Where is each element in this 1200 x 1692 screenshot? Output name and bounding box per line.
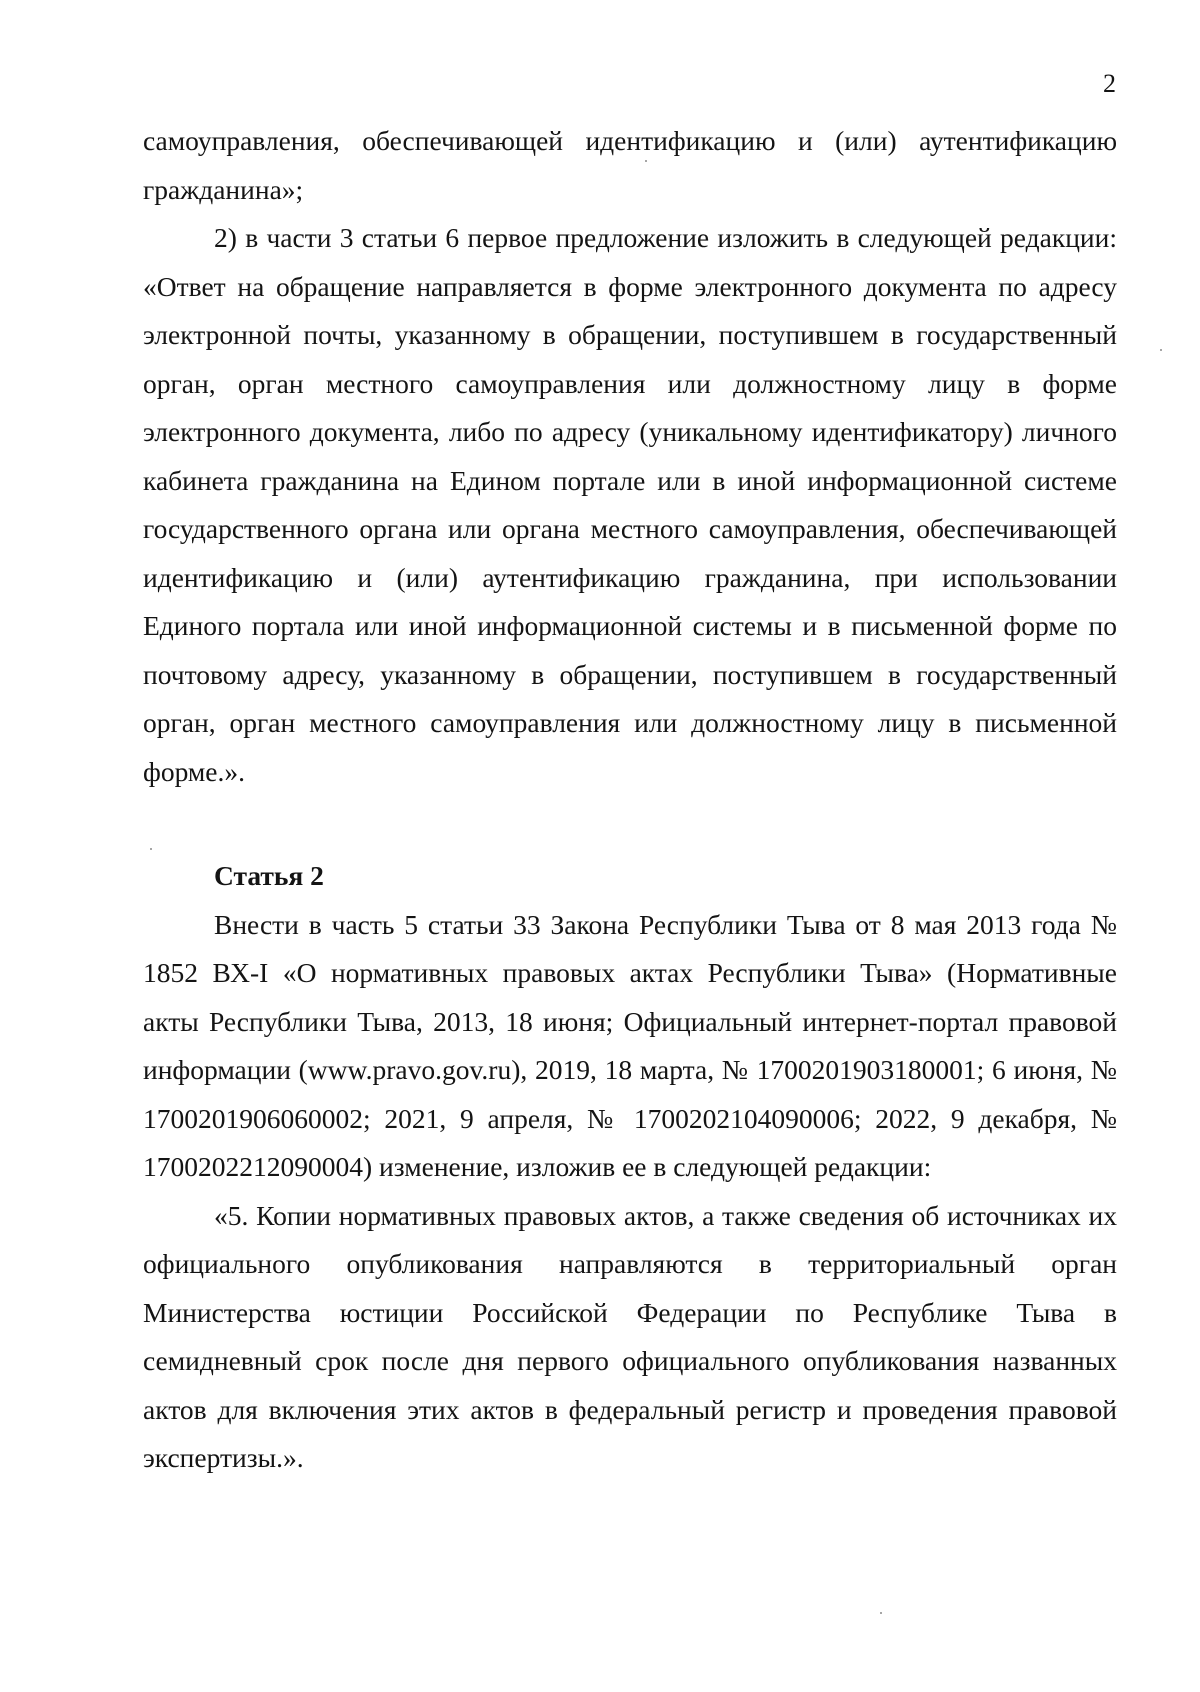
paragraph-article-2-text: «5. Копии нормативных правовых актов, а также сведения об источниках их официального опубликования направляются в территориальный орган Министерства юстиции Российской Федерации по Республике Тыва в семидневный срок после дня первого официального опубликования названных актов для включения этих актов в федеральный регистр и проведения правовой экспертизы.». bbox=[143, 1199, 1117, 1473]
scan-speck bbox=[1160, 349, 1162, 351]
scan-speck bbox=[880, 1612, 882, 1614]
paragraph-article-2-intro: Внести в часть 5 статьи 33 Закона Республики Тыва от 8 мая 2013 года № 1852 ВХ-I «О нормативных правовых актах Республики Тыва» (Нормативные акты Республики Тыва, 2013, 18 июня; Официальный интернет-портал правовой информации (www.pravo.gov.ru), 2019, 18 марта, № 1700201903180001; 6 июня, № 1700201906060002; 2021, 9 апреля, № 1700202104090006; 2022, 9 декабря, № 1700202212090004) изменение, изложив ее в следующей редакции: bbox=[143, 908, 1117, 1182]
scan-speck bbox=[150, 848, 152, 850]
article-heading: Статья 2 bbox=[214, 860, 324, 891]
document-body bbox=[143, 117, 1117, 1483]
scan-speck bbox=[645, 160, 647, 162]
page-number: 2 bbox=[1103, 69, 1116, 98]
paragraph-continuation: самоуправления, обеспечивающей идентификацию и (или) аутентификацию гражданина»; bbox=[143, 125, 1117, 205]
paragraph-amendment-2: 2) в части 3 статьи 6 первое предложение изложить в следующей редакции: «Ответ на обращение направляется в форме электронного документа по адресу электронной почты, указанному в обращении, поступившем в государственный орган, орган местного самоуправления или должностному лицу в форме электронного документа, либо по адресу (уникальному идентификатору) личного кабинета гражданина на Едином портале или в иной информационной системе государственного органа или органа местного самоуправления, обеспечивающей идентификацию и (или) аутентификацию гражданина, при использовании Единого портала или иной информационной системы и в письменной форме по почтовому адресу, указанному в обращении, поступившем в государственный орган, орган местного самоуправления или должностному лицу в письменной форме.». bbox=[143, 222, 1117, 787]
